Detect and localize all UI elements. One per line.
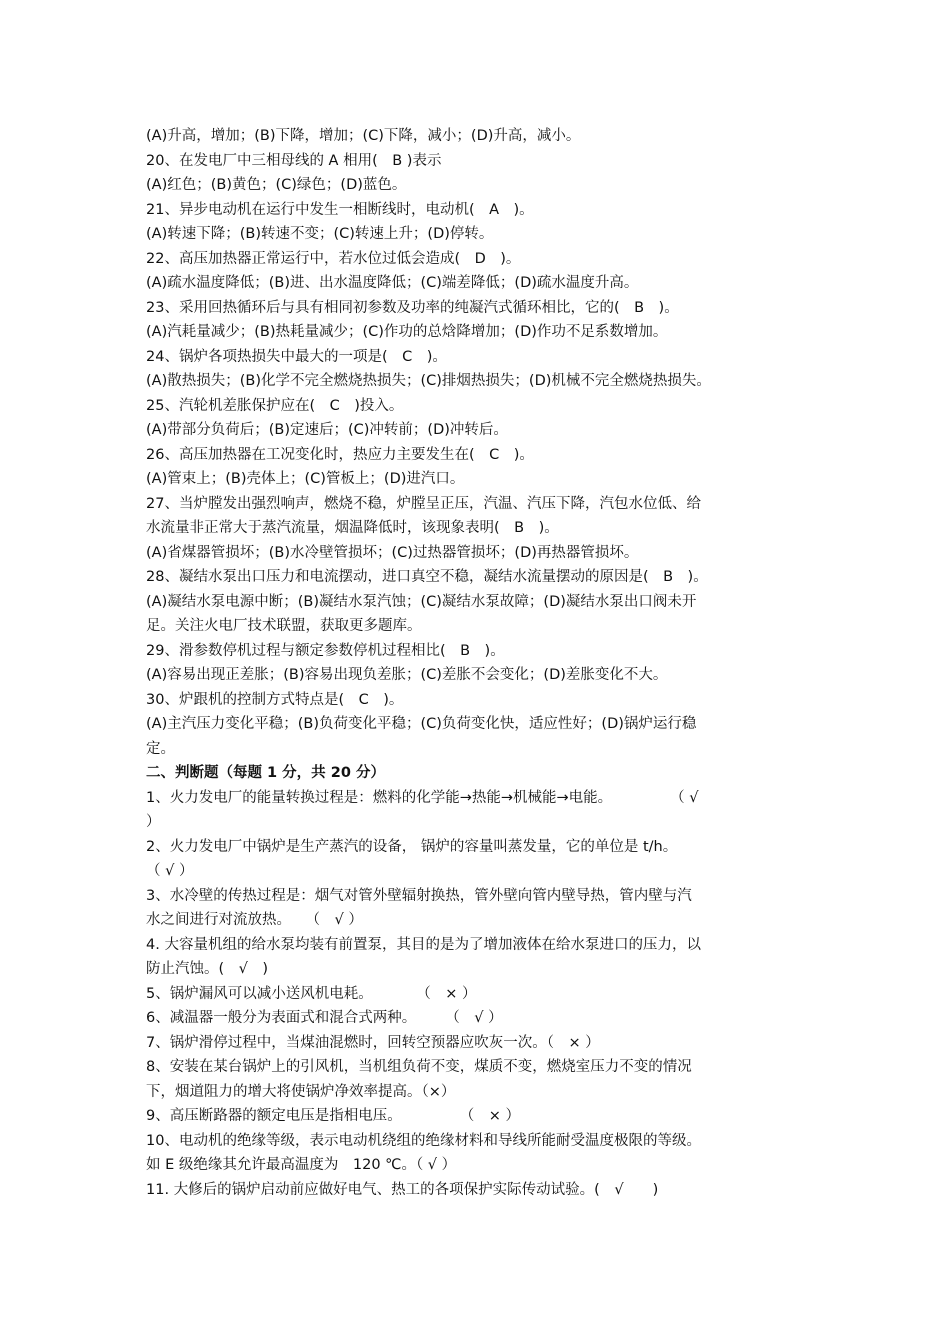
options-22: (A)疏水温度降低；(B)进、出水温度降低；(C)端差降低；(D)疏水温度升高。 xyxy=(146,275,639,291)
judge-2-cont: （ √ ） xyxy=(146,863,194,879)
options-21: (A)转速下降；(B)转速不变；(C)转速上升；(D)停转。 xyxy=(146,226,494,242)
judge-3-cont: 水之间进行对流放热。 （ √ ） xyxy=(146,912,363,928)
question-27: 27、当炉膛发出强烈响声，燃烧不稳，炉膛呈正压，汽温、汽压下降，汽包水位低、给 xyxy=(146,495,701,512)
judge-3: 3、水冷壁的传热过程是：烟气对管外壁辐射换热，管外壁向管内壁导热，管内壁与汽 xyxy=(146,887,692,904)
text-line: (A)升高，增加；(B)下降，增加；(C)下降，减小；(D)升高，减小。 xyxy=(146,128,581,144)
judge-1-cont: ） xyxy=(146,814,161,830)
options-24: (A)散热损失；(B)化学不完全燃烧热损失；(C)排烟热损失；(D)机械不完全燃烧热损失。 xyxy=(146,373,711,389)
judge-10-cont: 如 E 级绝缘其允许最高温度为 120 ℃。（ √ ） xyxy=(146,1157,457,1173)
judge-9: 9、高压断路器的额定电压是指相电压。 （ × ） xyxy=(146,1108,520,1124)
question-22: 22、高压加热器正常运行中，若水位过低会造成( D )。 xyxy=(146,250,521,267)
options-27: (A)省煤器管损坏；(B)水冷壁管损坏；(C)过热器管损坏；(D)再热器管损坏。 xyxy=(146,544,639,561)
options-30-cont: 定。 xyxy=(146,740,175,757)
question-list xyxy=(146,124,810,1202)
options-25: (A)带部分负荷后；(B)定速后；(C)冲转前；(D)冲转后。 xyxy=(146,422,508,438)
judge-5: 5、锅炉漏风可以减小送风机电耗。 （ × ） xyxy=(146,985,477,1002)
judge-4-cont: 防止汽蚀。( √ ) xyxy=(146,961,269,977)
judge-8-cont: 下，烟道阻力的增大将使锅炉净效率提高。（×） xyxy=(146,1083,456,1100)
options-28-cont: 足。关注火电厂技术联盟，获取更多题库。 xyxy=(146,618,422,634)
options-30: (A)主汽压力变化平稳；(B)负荷变化平稳；(C)负荷变化快，适应性好；(D)锅炉运行稳 xyxy=(146,716,697,732)
options-29: (A)容易出现正差胀；(B)容易出现负差胀；(C)差胀不会变化；(D)差胀变化不大。 xyxy=(146,667,668,683)
question-20: 20、在发电厂中三相母线的 A 相用( B )表示 xyxy=(146,152,442,169)
judge-10: 10、电动机的绝缘等级，表示电动机绕组的绝缘材料和导线所能耐受温度极限的等级。 xyxy=(146,1132,701,1149)
question-30: 30、炉跟机的控制方式特点是( C )。 xyxy=(146,691,404,708)
options-26: (A)管束上；(B)壳体上；(C)管板上；(D)进汽口。 xyxy=(146,471,465,487)
question-24: 24、锅炉各项热损失中最大的一项是( C )。 xyxy=(146,348,447,365)
question-23: 23、采用回热循环后与具有相同初参数及功率的纯凝汽式循环相比，它的( B )。 xyxy=(146,299,679,316)
judge-4: 4. 大容量机组的给水泵均装有前置泵，其目的是为了增加液体在给水泵进口的压力，以 xyxy=(146,936,701,953)
judge-8: 8、安装在某台锅炉上的引风机，当机组负荷不变，煤质不变，燃烧室压力不变的情况 xyxy=(146,1059,692,1075)
judge-7: 7、锅炉滑停过程中，当煤油混燃时，回转空预器应吹灰一次。（ × ） xyxy=(146,1034,600,1051)
question-27-cont: 水流量非正常大于蒸汽流量，烟温降低时，该现象表明( B )。 xyxy=(146,520,559,536)
question-26: 26、高压加热器在工况变化时，热应力主要发生在( C )。 xyxy=(146,446,534,463)
options-20: (A)红色；(B)黄色；(C)绿色；(D)蓝色。 xyxy=(146,177,407,193)
judge-1: 1、火力发电厂的能量转换过程是：燃料的化学能→热能→机械能→电能。 （ √ xyxy=(146,789,699,806)
options-23: (A)汽耗量减少；(B)热耗量减少；(C)作功的总焓降增加；(D)作功不足系数增加。 xyxy=(146,324,668,340)
question-29: 29、滑参数停机过程与额定参数停机过程相比( B )。 xyxy=(146,642,505,659)
judge-11: 11. 大修后的锅炉启动前应做好电气、热工的各项保护实际传动试验。( √ ) xyxy=(146,1181,659,1198)
judge-2: 2、火力发电厂中锅炉是生产蒸汽的设备， 锅炉的容量叫蒸发量，它的单位是 t/h。 xyxy=(146,838,678,855)
judge-6: 6、减温器一般分为表面式和混合式两种。 （ √ ） xyxy=(146,1010,503,1026)
question-25: 25、汽轮机差胀保护应在( C )投入。 xyxy=(146,397,404,414)
options-28: (A)凝结水泵电源中断；(B)凝结水泵汽蚀；(C)凝结水泵故障；(D)凝结水泵出口阀未开 xyxy=(146,593,697,610)
question-21: 21、异步电动机在运行中发生一相断线时，电动机( A )。 xyxy=(146,201,534,218)
section-heading: 二、判断题（每题 1 分，共 20 分） xyxy=(146,765,385,781)
question-28: 28、凝结水泵出口压力和电流摆动，进口真空不稳，凝结水流量摆动的原因是( B )。 xyxy=(146,569,708,585)
